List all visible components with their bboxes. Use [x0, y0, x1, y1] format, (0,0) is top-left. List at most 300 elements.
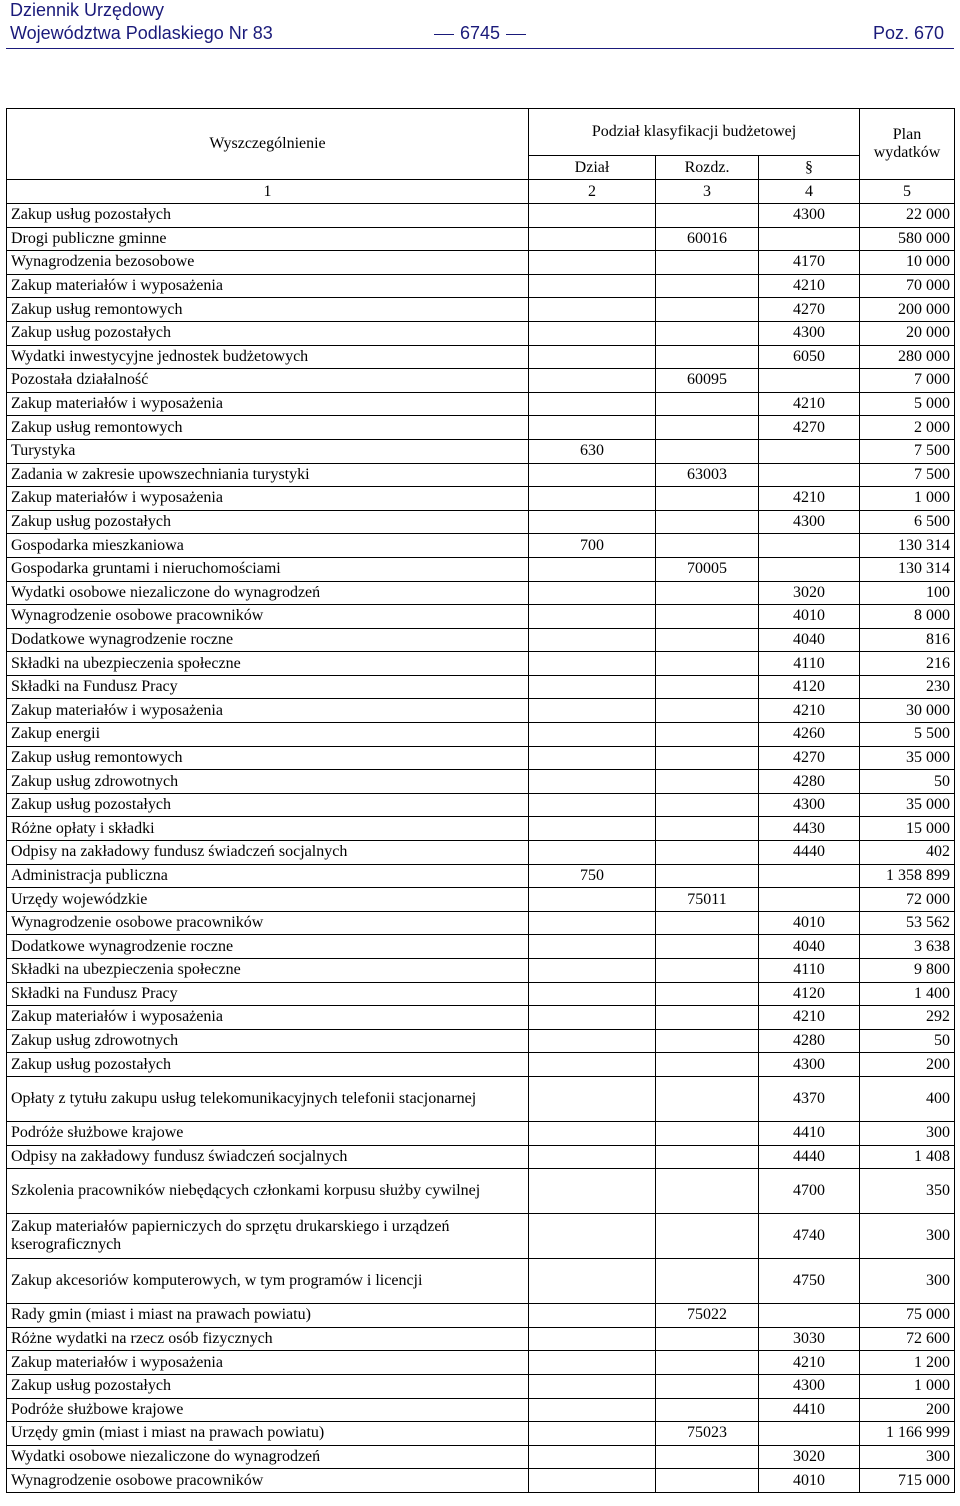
cell-rozdzial: 60095	[656, 369, 759, 393]
cell-dzial	[529, 298, 656, 322]
cell-dzial	[529, 1398, 656, 1422]
cell-plan-amount: 22 000	[860, 204, 955, 228]
cell-dzial	[529, 204, 656, 228]
cell-paragraph: 4300	[759, 1374, 860, 1398]
cell-plan-amount: 3 638	[860, 935, 955, 959]
cell-description: Zadania w zakresie upowszechniania turystyki	[7, 463, 529, 487]
cell-dzial	[529, 652, 656, 676]
cell-paragraph	[759, 864, 860, 888]
column-number-5: 5	[860, 180, 955, 204]
table-row	[7, 864, 955, 888]
cell-plan-amount: 9 800	[860, 959, 955, 983]
cell-description: Rady gmin (miast i miast na prawach powiatu)	[7, 1304, 529, 1328]
cell-plan-amount: 350	[860, 1169, 955, 1214]
cell-dzial	[529, 392, 656, 416]
cell-rozdzial	[656, 1214, 759, 1259]
table-row	[7, 1053, 955, 1077]
page-number-value: 6745	[459, 23, 501, 43]
table-row	[7, 675, 955, 699]
position-number: Poz. 670	[872, 23, 944, 43]
cell-plan-amount: 715 000	[860, 1469, 955, 1493]
cell-paragraph	[759, 369, 860, 393]
cell-plan-amount: 200 000	[860, 298, 955, 322]
cell-description: Opłaty z tytułu zakupu usług telekomunikacyjnych telefonii stacjonarnej	[7, 1076, 529, 1121]
cell-plan-amount: 53 562	[860, 911, 955, 935]
table-row	[7, 959, 955, 983]
table-row	[7, 911, 955, 935]
table-row	[7, 605, 955, 629]
cell-plan-amount: 7 500	[860, 463, 955, 487]
column-number-1: 1	[7, 180, 529, 204]
cell-description: Dodatkowe wynagrodzenie roczne	[7, 628, 529, 652]
table-row	[7, 1445, 955, 1469]
table-row	[7, 1422, 955, 1446]
cell-rozdzial	[656, 1169, 759, 1214]
cell-dzial	[529, 841, 656, 865]
cell-rozdzial	[656, 416, 759, 440]
table-row	[7, 227, 955, 251]
cell-rozdzial	[656, 935, 759, 959]
cell-plan-amount: 216	[860, 652, 955, 676]
cell-plan-amount: 292	[860, 1006, 955, 1030]
table-row	[7, 581, 955, 605]
cell-dzial	[529, 416, 656, 440]
cell-plan-amount: 1 200	[860, 1351, 955, 1375]
cell-paragraph: 4300	[759, 204, 860, 228]
cell-description: Zakup materiałów i wyposażenia	[7, 274, 529, 298]
cell-dzial	[529, 1121, 656, 1145]
cell-plan-amount: 50	[860, 1029, 955, 1053]
cell-paragraph	[759, 557, 860, 581]
cell-plan-amount: 1 400	[860, 982, 955, 1006]
cell-rozdzial: 75011	[656, 888, 759, 912]
cell-rozdzial	[656, 605, 759, 629]
cell-description: Zakup usług pozostałych	[7, 510, 529, 534]
cell-rozdzial	[656, 628, 759, 652]
cell-paragraph: 4210	[759, 274, 860, 298]
cell-plan-amount: 400	[860, 1076, 955, 1121]
cell-description: Składki na ubezpieczenia społeczne	[7, 959, 529, 983]
cell-rozdzial	[656, 1469, 759, 1493]
cell-paragraph	[759, 534, 860, 558]
table-row	[7, 770, 955, 794]
table-row	[7, 298, 955, 322]
table-row	[7, 487, 955, 511]
cell-paragraph: 6050	[759, 345, 860, 369]
cell-paragraph: 4410	[759, 1121, 860, 1145]
table-row	[7, 1398, 955, 1422]
cell-description: Gospodarka mieszkaniowa	[7, 534, 529, 558]
cell-dzial	[529, 935, 656, 959]
cell-description: Zakup materiałów i wyposażenia	[7, 487, 529, 511]
cell-dzial	[529, 1445, 656, 1469]
cell-paragraph: 4270	[759, 416, 860, 440]
column-number-3: 3	[656, 180, 759, 204]
cell-plan-amount: 130 314	[860, 557, 955, 581]
cell-paragraph: 4300	[759, 321, 860, 345]
cell-paragraph: 4750	[759, 1259, 860, 1304]
cell-dzial	[529, 321, 656, 345]
cell-paragraph: 4010	[759, 1469, 860, 1493]
cell-description: Gospodarka gruntami i nieruchomościami	[7, 557, 529, 581]
table-row	[7, 1145, 955, 1169]
cell-rozdzial	[656, 1351, 759, 1375]
cell-description: Wynagrodzenie osobowe pracowników	[7, 911, 529, 935]
table-row	[7, 652, 955, 676]
cell-paragraph: 4210	[759, 1351, 860, 1375]
cell-rozdzial	[656, 534, 759, 558]
cell-paragraph	[759, 227, 860, 251]
cell-dzial	[529, 345, 656, 369]
cell-description: Zakup usług pozostałych	[7, 204, 529, 228]
cell-description: Zakup materiałów i wyposażenia	[7, 1351, 529, 1375]
cell-rozdzial	[656, 510, 759, 534]
cell-paragraph: 4040	[759, 628, 860, 652]
cell-description: Urzędy gmin (miast i miast na prawach powiatu)	[7, 1422, 529, 1446]
cell-description: Odpisy na zakładowy fundusz świadczeń socjalnych	[7, 841, 529, 865]
table-row	[7, 793, 955, 817]
table-row	[7, 1327, 955, 1351]
cell-paragraph: 4260	[759, 723, 860, 747]
cell-description: Wydatki inwestycyjne jednostek budżetowych	[7, 345, 529, 369]
cell-rozdzial	[656, 793, 759, 817]
table-row	[7, 1259, 955, 1304]
cell-paragraph	[759, 463, 860, 487]
cell-rozdzial	[656, 439, 759, 463]
cell-dzial	[529, 274, 656, 298]
table-row	[7, 510, 955, 534]
cell-rozdzial	[656, 204, 759, 228]
cell-plan-amount: 72 000	[860, 888, 955, 912]
cell-paragraph: 4440	[759, 841, 860, 865]
cell-rozdzial	[656, 770, 759, 794]
cell-plan-amount: 300	[860, 1259, 955, 1304]
cell-plan-amount: 35 000	[860, 746, 955, 770]
cell-description: Zakup materiałów i wyposażenia	[7, 1006, 529, 1030]
cell-paragraph	[759, 439, 860, 463]
cell-dzial	[529, 770, 656, 794]
cell-paragraph: 4010	[759, 911, 860, 935]
table-row	[7, 1469, 955, 1493]
cell-dzial	[529, 1374, 656, 1398]
cell-rozdzial	[656, 392, 759, 416]
cell-plan-amount: 5 000	[860, 392, 955, 416]
cell-rozdzial: 70005	[656, 557, 759, 581]
cell-dzial	[529, 1145, 656, 1169]
table-row	[7, 463, 955, 487]
cell-description: Zakup materiałów i wyposażenia	[7, 392, 529, 416]
header-rule	[6, 48, 954, 49]
cell-description: Składki na Fundusz Pracy	[7, 675, 529, 699]
cell-paragraph: 4110	[759, 652, 860, 676]
cell-description: Podróże służbowe krajowe	[7, 1121, 529, 1145]
cell-paragraph	[759, 888, 860, 912]
cell-plan-amount: 1 358 899	[860, 864, 955, 888]
cell-paragraph: 4410	[759, 1398, 860, 1422]
cell-paragraph: 4430	[759, 817, 860, 841]
cell-plan-amount: 402	[860, 841, 955, 865]
cell-plan-amount: 230	[860, 675, 955, 699]
cell-dzial	[529, 1351, 656, 1375]
table-row	[7, 935, 955, 959]
cell-plan-amount: 70 000	[860, 274, 955, 298]
cell-description: Zakup materiałów i wyposażenia	[7, 699, 529, 723]
cell-description: Składki na ubezpieczenia społeczne	[7, 652, 529, 676]
cell-dzial	[529, 911, 656, 935]
cell-paragraph: 3030	[759, 1327, 860, 1351]
column-number-4: 4	[759, 180, 860, 204]
cell-description: Urzędy wojewódzkie	[7, 888, 529, 912]
subheader-paragraph: §	[759, 156, 860, 180]
cell-plan-amount: 50	[860, 770, 955, 794]
cell-dzial	[529, 227, 656, 251]
table-row	[7, 699, 955, 723]
cell-plan-amount: 580 000	[860, 227, 955, 251]
cell-description: Odpisy na zakładowy fundusz świadczeń socjalnych	[7, 1145, 529, 1169]
cell-plan-amount: 1 000	[860, 487, 955, 511]
column-number-2: 2	[529, 180, 656, 204]
cell-paragraph: 4010	[759, 605, 860, 629]
table-row	[7, 1006, 955, 1030]
cell-paragraph: 4700	[759, 1169, 860, 1214]
cell-paragraph: 4270	[759, 746, 860, 770]
cell-description: Wynagrodzenie osobowe pracowników	[7, 1469, 529, 1493]
table-row	[7, 817, 955, 841]
cell-description: Wydatki osobowe niezaliczone do wynagrodzeń	[7, 1445, 529, 1469]
cell-dzial	[529, 581, 656, 605]
cell-dzial	[529, 1327, 656, 1351]
cell-rozdzial	[656, 1029, 759, 1053]
cell-rozdzial	[656, 959, 759, 983]
cell-plan-amount: 6 500	[860, 510, 955, 534]
cell-dzial	[529, 557, 656, 581]
cell-paragraph: 3020	[759, 581, 860, 605]
cell-plan-amount: 130 314	[860, 534, 955, 558]
cell-description: Dodatkowe wynagrodzenie roczne	[7, 935, 529, 959]
cell-paragraph: 4370	[759, 1076, 860, 1121]
cell-description: Zakup usług remontowych	[7, 746, 529, 770]
column-header-plan: Plan wydatków	[860, 109, 955, 180]
cell-plan-amount: 200	[860, 1398, 955, 1422]
cell-description: Wynagrodzenia bezosobowe	[7, 251, 529, 275]
cell-description: Turystyka	[7, 439, 529, 463]
column-header-description: Wyszczególnienie	[7, 109, 529, 180]
table-row	[7, 345, 955, 369]
cell-paragraph: 4740	[759, 1214, 860, 1259]
cell-paragraph: 4440	[759, 1145, 860, 1169]
subheader-dzial: Dział	[529, 156, 656, 180]
cell-description: Podróże służbowe krajowe	[7, 1398, 529, 1422]
table-row	[7, 1214, 955, 1259]
cell-paragraph: 4210	[759, 487, 860, 511]
cell-description: Drogi publiczne gminne	[7, 227, 529, 251]
cell-paragraph: 4300	[759, 793, 860, 817]
cell-plan-amount: 1 000	[860, 1374, 955, 1398]
cell-plan-amount: 5 500	[860, 723, 955, 747]
cell-dzial	[529, 628, 656, 652]
cell-plan-amount: 300	[860, 1214, 955, 1259]
cell-rozdzial	[656, 1076, 759, 1121]
cell-dzial	[529, 369, 656, 393]
cell-plan-amount: 280 000	[860, 345, 955, 369]
cell-description: Pozostała działalność	[7, 369, 529, 393]
table-row	[7, 1121, 955, 1145]
cell-dzial	[529, 699, 656, 723]
cell-rozdzial	[656, 487, 759, 511]
cell-rozdzial	[656, 1145, 759, 1169]
table-row	[7, 723, 955, 747]
table-row	[7, 274, 955, 298]
cell-rozdzial	[656, 1006, 759, 1030]
cell-rozdzial	[656, 841, 759, 865]
cell-paragraph: 4280	[759, 1029, 860, 1053]
cell-rozdzial	[656, 723, 759, 747]
cell-rozdzial	[656, 345, 759, 369]
cell-paragraph	[759, 1304, 860, 1328]
table-row	[7, 416, 955, 440]
cell-plan-amount: 10 000	[860, 251, 955, 275]
table-row	[7, 251, 955, 275]
cell-paragraph: 4040	[759, 935, 860, 959]
cell-paragraph: 4210	[759, 392, 860, 416]
cell-dzial: 630	[529, 439, 656, 463]
cell-paragraph: 4210	[759, 1006, 860, 1030]
cell-rozdzial	[656, 652, 759, 676]
cell-paragraph: 4120	[759, 982, 860, 1006]
cell-description: Zakup usług remontowych	[7, 298, 529, 322]
table-row	[7, 392, 955, 416]
table-row	[7, 1029, 955, 1053]
table-row	[7, 628, 955, 652]
table-row	[7, 204, 955, 228]
cell-dzial	[529, 1469, 656, 1493]
table-row	[7, 746, 955, 770]
table-body	[7, 204, 955, 1493]
cell-paragraph: 4210	[759, 699, 860, 723]
cell-rozdzial	[656, 699, 759, 723]
cell-plan-amount: 7 000	[860, 369, 955, 393]
cell-dzial	[529, 1422, 656, 1446]
cell-dzial	[529, 1006, 656, 1030]
column-header-classification: Podział klasyfikacji budżetowej	[529, 109, 860, 156]
cell-dzial	[529, 1053, 656, 1077]
cell-description: Zakup materiałów papierniczych do sprzętu drukarskiego i urządzeń kserograficznych	[7, 1214, 529, 1259]
cell-rozdzial: 60016	[656, 227, 759, 251]
cell-dzial	[529, 510, 656, 534]
cell-description: Wydatki osobowe niezaliczone do wynagrodzeń	[7, 581, 529, 605]
cell-paragraph: 4170	[759, 251, 860, 275]
cell-dzial	[529, 1214, 656, 1259]
cell-dzial	[529, 817, 656, 841]
cell-rozdzial: 75023	[656, 1422, 759, 1446]
cell-dzial	[529, 1304, 656, 1328]
cell-plan-amount: 1 408	[860, 1145, 955, 1169]
cell-description: Wynagrodzenie osobowe pracowników	[7, 605, 529, 629]
cell-description: Różne wydatki na rzecz osób fizycznych	[7, 1327, 529, 1351]
cell-dzial	[529, 675, 656, 699]
cell-rozdzial	[656, 911, 759, 935]
cell-description: Zakup usług zdrowotnych	[7, 770, 529, 794]
cell-paragraph	[759, 1422, 860, 1446]
table-row	[7, 982, 955, 1006]
cell-plan-amount: 35 000	[860, 793, 955, 817]
cell-dzial	[529, 793, 656, 817]
page-header	[0, 0, 960, 50]
cell-paragraph: 4270	[759, 298, 860, 322]
cell-dzial	[529, 1029, 656, 1053]
table-row	[7, 888, 955, 912]
cell-dzial	[529, 888, 656, 912]
cell-dzial: 700	[529, 534, 656, 558]
cell-dzial	[529, 1259, 656, 1304]
cell-rozdzial	[656, 817, 759, 841]
table-row	[7, 1374, 955, 1398]
table-row	[7, 439, 955, 463]
cell-rozdzial	[656, 581, 759, 605]
cell-plan-amount: 7 500	[860, 439, 955, 463]
cell-paragraph: 4300	[759, 510, 860, 534]
cell-rozdzial	[656, 982, 759, 1006]
cell-dzial	[529, 723, 656, 747]
subheader-rozdzial: Rozdz.	[656, 156, 759, 180]
cell-plan-amount: 816	[860, 628, 955, 652]
cell-rozdzial	[656, 1053, 759, 1077]
cell-plan-amount: 8 000	[860, 605, 955, 629]
cell-dzial	[529, 1169, 656, 1214]
cell-plan-amount: 30 000	[860, 699, 955, 723]
page-number	[426, 23, 534, 44]
cell-plan-amount: 200	[860, 1053, 955, 1077]
cell-paragraph: 4120	[759, 675, 860, 699]
cell-description: Zakup usług zdrowotnych	[7, 1029, 529, 1053]
cell-rozdzial	[656, 1445, 759, 1469]
cell-rozdzial	[656, 298, 759, 322]
cell-rozdzial	[656, 1259, 759, 1304]
cell-description: Zakup usług pozostałych	[7, 1053, 529, 1077]
journal-title: Dziennik Urzędowy	[10, 0, 165, 20]
table-row	[7, 841, 955, 865]
cell-plan-amount: 15 000	[860, 817, 955, 841]
cell-description: Administracja publiczna	[7, 864, 529, 888]
cell-dzial	[529, 1076, 656, 1121]
cell-dzial	[529, 487, 656, 511]
cell-plan-amount: 100	[860, 581, 955, 605]
cell-rozdzial	[656, 1374, 759, 1398]
cell-rozdzial	[656, 746, 759, 770]
cell-rozdzial	[656, 251, 759, 275]
cell-dzial	[529, 959, 656, 983]
table-row	[7, 1076, 955, 1121]
cell-paragraph: 3020	[759, 1445, 860, 1469]
cell-rozdzial	[656, 1327, 759, 1351]
cell-plan-amount: 300	[860, 1445, 955, 1469]
cell-dzial	[529, 251, 656, 275]
cell-dzial	[529, 746, 656, 770]
table-row	[7, 321, 955, 345]
cell-plan-amount: 75 000	[860, 1304, 955, 1328]
cell-rozdzial	[656, 1121, 759, 1145]
cell-plan-amount: 2 000	[860, 416, 955, 440]
cell-paragraph: 4300	[759, 1053, 860, 1077]
table-row	[7, 1169, 955, 1214]
cell-dzial: 750	[529, 864, 656, 888]
cell-plan-amount: 300	[860, 1121, 955, 1145]
cell-paragraph: 4110	[759, 959, 860, 983]
cell-plan-amount: 1 166 999	[860, 1422, 955, 1446]
cell-rozdzial	[656, 675, 759, 699]
table-row	[7, 534, 955, 558]
cell-rozdzial	[656, 864, 759, 888]
